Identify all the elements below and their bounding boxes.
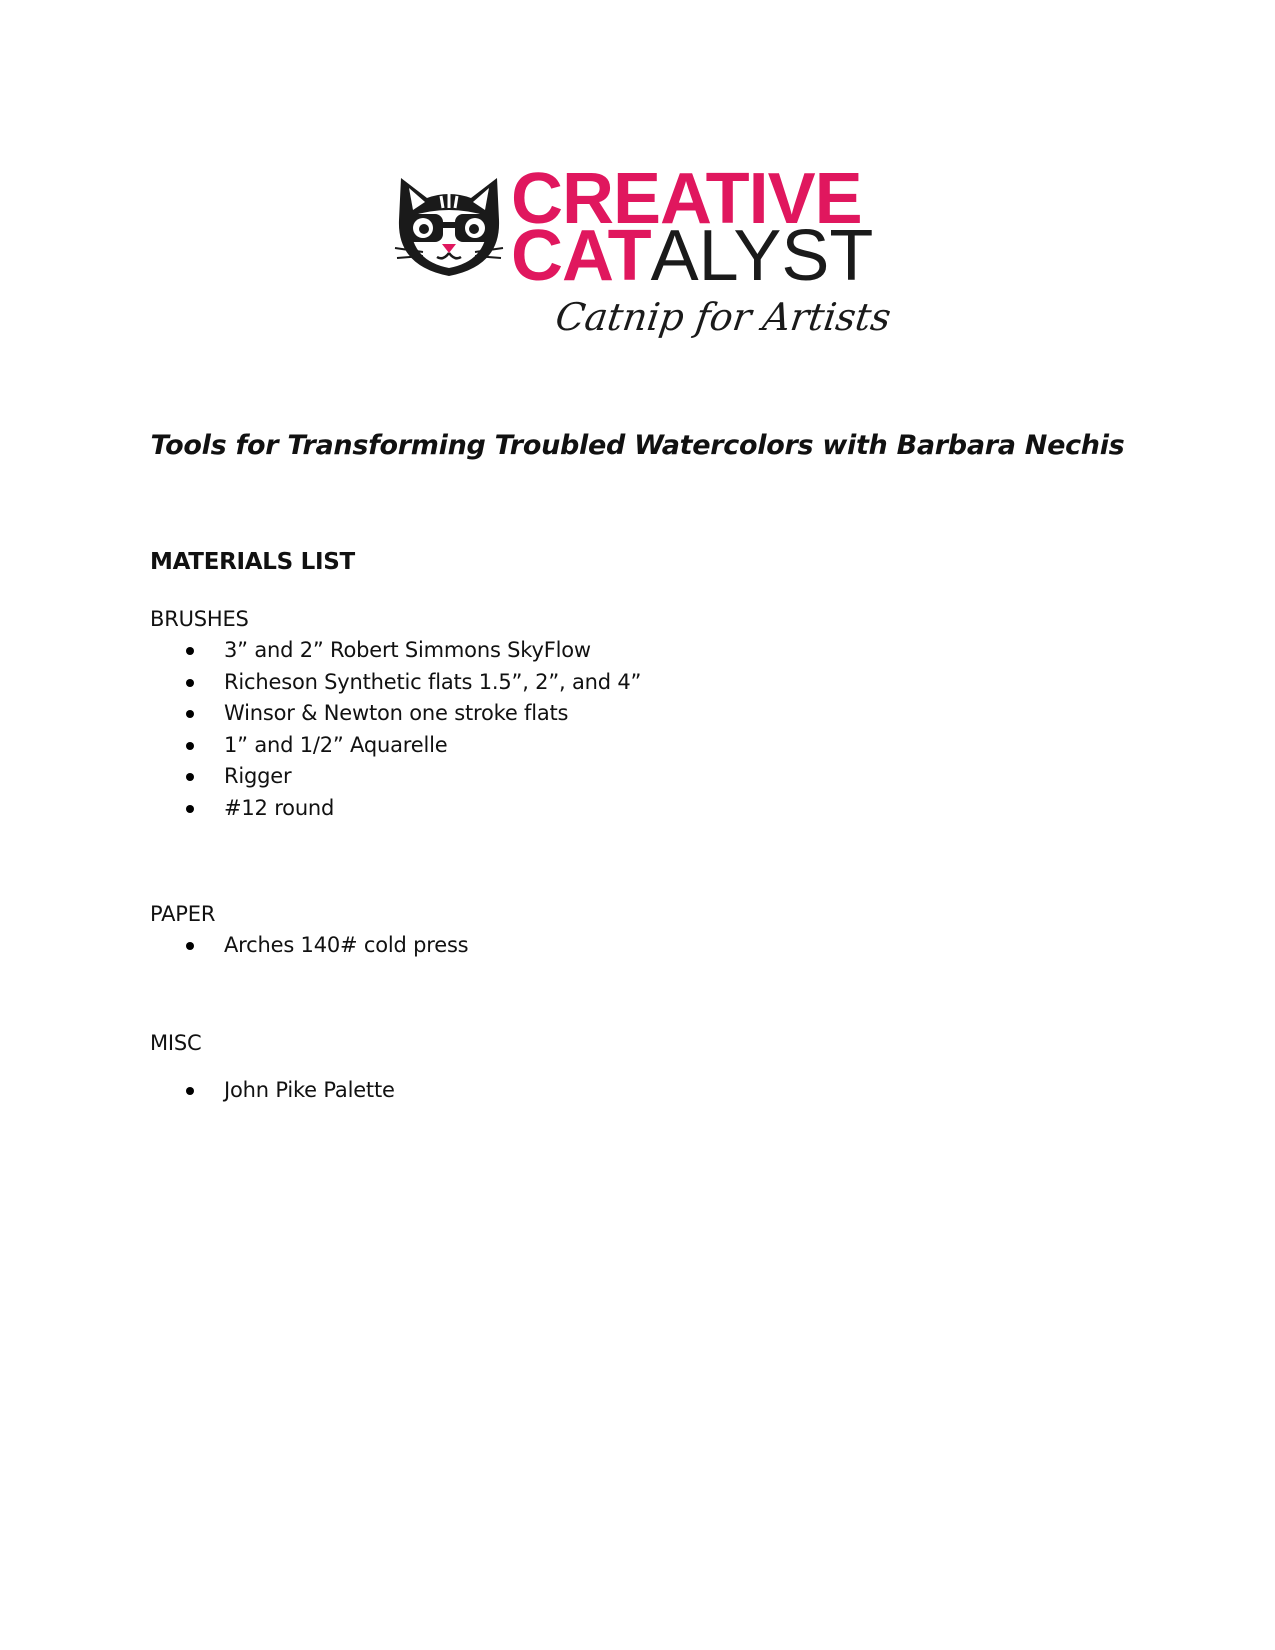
bullet-icon [186,1087,194,1095]
logo-tagline: Catnip for Artists [552,295,894,339]
list-item: #12 round [150,793,641,825]
bullet-icon [186,647,194,655]
list-item: John Pike Palette [150,1075,395,1107]
cat-with-glasses-icon [393,168,505,280]
creative-catalyst-logo [393,159,894,348]
misc-list [150,1075,395,1107]
paper-list [150,930,468,962]
logo-wordmark-cat: CAT [511,216,651,296]
list-item: 1” and 1/2” Aquarelle [150,730,641,762]
logo-wordmark-line2 [511,215,873,297]
bullet-icon [186,942,194,950]
bullet-icon [186,742,194,750]
document-title: Tools for Transforming Troubled Watercolors with Barbara Nechis [150,430,1125,461]
paper-label: PAPER [150,902,216,926]
logo-wordmark-alyst: ALYST [650,216,874,296]
bullet-icon [186,710,194,718]
list-item: 3” and 2” Robert Simmons SkyFlow [150,635,641,667]
list-item: Rigger [150,761,641,793]
list-item: Richeson Synthetic flats 1.5”, 2”, and 4” [150,667,641,699]
bullet-icon [186,773,194,781]
brushes-list [150,635,641,825]
logo-wordmark-line1: CREATIVE [511,159,862,239]
bullet-icon [186,679,194,687]
materials-list-heading: MATERIALS LIST [150,549,355,575]
brushes-label: BRUSHES [150,607,249,631]
bullet-icon [186,805,194,813]
list-item: Winsor & Newton one stroke flats [150,698,641,730]
misc-label: MISC [150,1031,202,1055]
list-item: Arches 140# cold press [150,930,468,962]
